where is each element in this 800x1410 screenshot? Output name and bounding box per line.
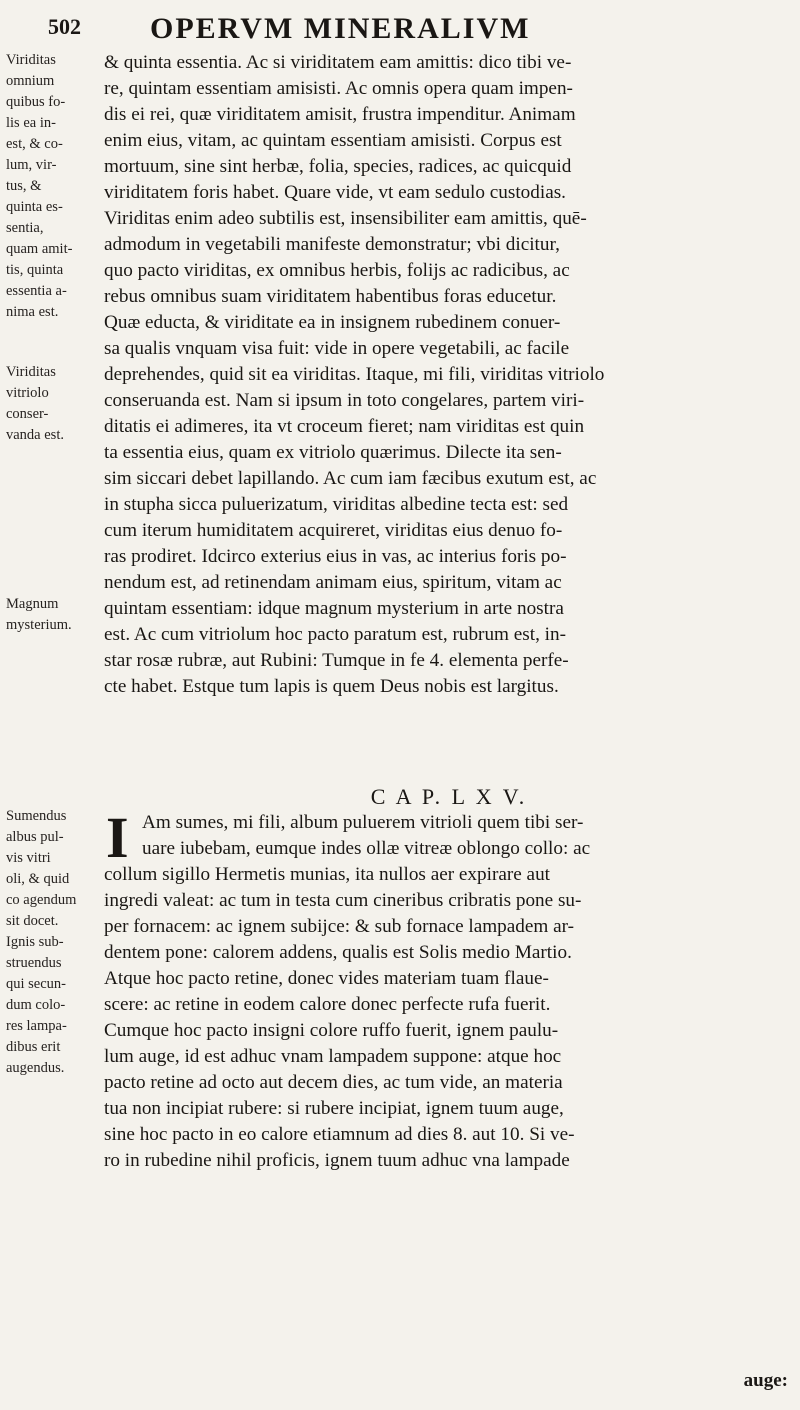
text-line: pacto retine ad octo aut decem dies, ac tum vide, an materia (104, 1072, 563, 1093)
text-line: enim eius, vitam, ac quintam essentiam amisisti. Corpus est (104, 130, 562, 151)
text-line: sim siccari debet lapillando. Ac cum iam fæcibus exutum est, ac (104, 468, 597, 489)
text-line: per fornacem: ac ignem subijce: & sub fornace lampadem ar- (104, 916, 575, 937)
margin-note: Sumendus albus pul- vis vitri oli, & quid co agendum sit docet. Ignis sub- struendus qui secun- dum colo- res lampa- dibus erit augendus. (6, 808, 77, 1076)
text-line: in stupha sicca puluerizatum, viriditas albedine tecta est: sed (104, 494, 569, 515)
text-line: lum auge, id est adhuc vnam lampadem suppone: atque hoc (104, 1046, 562, 1067)
text-line: uare iubebam, eumque indes ollæ vitreæ oblongo collo: ac (142, 838, 591, 859)
text-line: cte habet. Estque tum lapis is quem Deus nobis est largitus. (104, 676, 559, 697)
text-line: collum sigillo Hermetis munias, ita nullos aer expirare aut (104, 864, 550, 885)
text-line: mortuum, sine sint herbæ, folia, species, radices, ac quicquid (104, 156, 572, 177)
text-line: quintam essentiam: idque magnum mysterium in arte nostra (104, 598, 564, 619)
text-line: tua non incipiat rubere: si rubere incipiat, ignem tuum auge, (104, 1098, 564, 1119)
text-line: ras prodiret. Idcirco exterius eius in vas, ac interius foris po- (104, 546, 567, 567)
page-header (0, 6, 800, 46)
text-line: conseruanda est. Nam si ipsum in toto congelares, partem viri- (104, 390, 585, 411)
text-line: deprehendes, quid sit ea viriditas. Itaque, mi fili, viriditas vitriolo (104, 364, 605, 385)
text-line: star rosæ rubræ, aut Rubini: Tumque in fe 4. elementa perfe- (104, 650, 569, 671)
text-line: scere: ac retine in eodem calore donec perfecte rufa fuerit. (104, 994, 551, 1015)
text-line: Quæ educta, & viriditate ea in insignem rubedinem conuer- (104, 312, 561, 333)
text-line: Atque hoc pacto retine, donec vides materiam tuam flaue- (104, 968, 549, 989)
text-line: Am sumes, mi fili, album puluerem vitrioli quem tibi ser- (142, 812, 584, 833)
text-line: re, quintam essentiam amisisti. Ac omnis opera quam impen- (104, 78, 573, 99)
text-line: ingredi valeat: ac tum in testa cum cineribus cribratis pone su- (104, 890, 582, 911)
text-line: sine hoc pacto in eo calore etiamnum ad dies 8. aut 10. Si ve- (104, 1124, 575, 1145)
text-line: dis ei rei, quæ viriditatem amisit, frustra impenditur. Animam (104, 104, 576, 125)
drop-cap: I (106, 805, 129, 870)
chapter-heading: C A P. L X V. (370, 784, 528, 809)
page-number: 502 (48, 14, 81, 39)
text-line: dentem pone: calorem addens, qualis est Solis medio Martio. (104, 942, 572, 963)
text-line: rebus omnibus suam viriditatem habentibus foras educetur. (104, 286, 557, 307)
main-text (104, 50, 794, 700)
text-line: admodum in vegetabili manifeste demonstratur; vbi dicitur, (104, 234, 560, 255)
text-line: ro in rubedine nihil proficis, ignem tuum adhuc vna lampade (104, 1150, 570, 1171)
text-line: cum iterum humiditatem acquireret, viriditas eius denuo fo- (104, 520, 563, 541)
margin-note: Viriditas vitriolo conser- vanda est. (6, 364, 64, 443)
text-line: & quinta essentia. Ac si viriditatem eam amittis: dico tibi ve- (104, 52, 572, 73)
text-line: ta essentia eius, quam ex vitriolo quærimus. Dilecte ita sen- (104, 442, 562, 463)
text-line: sa qualis vnquam visa fuit: vide in opere vegetabili, ac facile (104, 338, 570, 359)
text-line: Viriditas enim adeo subtilis est, insensibiliter eam amittis, quē- (104, 208, 587, 229)
text-line: ditatis ei adimeres, ita vt croceum fieret; nam viriditas est quin (104, 416, 585, 437)
text-line: Cumque hoc pacto insigni colore ruffo fuerit, ignem paulu- (104, 1020, 559, 1041)
text-line: est. Ac cum vitriolum hoc pacto paratum est, rubrum est, in- (104, 624, 566, 645)
running-title: OPERVM MINERALIVM (150, 12, 531, 45)
text-line: viriditatem foris habet. Quare vide, vt eam sedulo custodias. (104, 182, 566, 203)
chapter-text (104, 805, 794, 1174)
text-line: quo pacto viriditas, ex omnibus herbis, folijs ac radicibus, ac (104, 260, 570, 281)
text-line: nendum est, ad retinendam animam eius, spiritum, vitam ac (104, 572, 562, 593)
margin-note: Viriditas omnium quibus fo- lis ea in- est, & co- lum, vir- tus, & quinta es- sentia, quam amit- tis, quinta essentia a- nima est. (6, 52, 73, 320)
catchword: auge: (743, 1370, 788, 1391)
margin-note: Magnum mysterium. (6, 596, 72, 633)
